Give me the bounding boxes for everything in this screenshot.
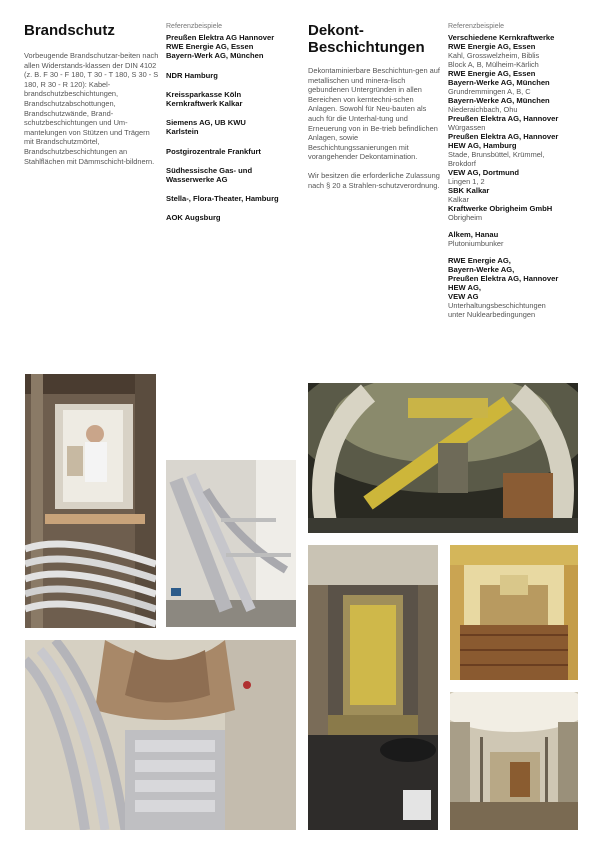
referenz-company: Bayern-Werke AG, München: [448, 96, 550, 105]
referenz-line: Preußen Elektra AG Hannover: [166, 33, 275, 42]
referenz-company: Preußen Elektra AG, Hannover: [448, 132, 559, 141]
dekont-paragraph-1: Dekontaminierbare Beschichtun-gen auf metallischen und minera-lisch gebundenen Untergründen in allen Bereichen von kerntechni-schen Anlagen. Sowohl für Neu-bauten als auch für die Unterhal-tung und Erneuerung von in Be-trieb befindlichen Anlagen, sowie Beschichtungssanierungen mit vorangehender Dekontamination.: [308, 66, 440, 162]
referenz-company: HEW AG,: [448, 283, 482, 292]
referenz-company: RWE Energie AG, Essen: [448, 69, 536, 78]
dekont-title-line2: Beschichtungen: [308, 39, 425, 56]
dekont-paragraph-2: Wir besitzen die erforderliche Zulassung nach § 20 a Strahlen-schutzverordnung.: [308, 170, 440, 190]
photo-round-chamber: [450, 692, 578, 830]
referenz-company: RWE Energie AG, Essen: [448, 42, 536, 51]
referenz-line: Bayern-Werk AG, München: [166, 51, 264, 61]
referenz-line: Karlstein: [166, 127, 199, 137]
brandschutz-text: Vorbeugende Brandschutzar-beiten nach allen Widerstands-klassen der DIN 4102 (z. B. F 30 - F 180, T 30 - T 180, S 30 - S 180, R 30 - R 120): Kabel-brandschutzbeschichtungen, Brandschutzabschottungen, Brandschutzwände, Brand-schutzbeschichtungen und Um-mantelungen von Stützen und Trägern mit Brandschutzmörtel, Brandschutzbeschichtungen an Stahlflächen mit Dämmschicht-bildnern.: [24, 51, 159, 166]
referenzen-label: Referenzbeispiele: [166, 23, 223, 30]
referenz-line: Wasserwerke AG: [166, 175, 228, 185]
referenzen-dekont: [448, 22, 598, 319]
referenz-company: Bayern-Werke AG,: [448, 265, 515, 274]
referenz-company: Bayern-Werke AG, München: [448, 78, 550, 87]
photo-cable-fire-barrier: [25, 640, 296, 830]
photo-cable-trays: [166, 460, 296, 627]
referenz-line: Postgirozentrale Frankfurt: [166, 146, 261, 156]
referenz-company: Alkem, Hanau: [448, 230, 499, 239]
referenz-site: Obrigheim: [448, 213, 483, 222]
referenz-line: Siemens AG, UB KWU: [166, 118, 246, 128]
referenz-company: Kraftwerke Obrigheim GmbH: [448, 204, 553, 213]
photo-reactor-containment: [308, 383, 578, 533]
referenzen-list: [166, 33, 306, 223]
referenzen-block-kernkraftwerke: [448, 33, 598, 222]
photo-reactor-hall: [308, 545, 438, 830]
photo-worker-in-shaft: [25, 374, 156, 628]
referenz-entry: [166, 147, 306, 156]
referenz-entry: [166, 213, 306, 222]
referenzen-block-unterhaltung: [448, 256, 598, 319]
referenz-entry: [166, 194, 306, 203]
dekont-section: [308, 22, 442, 199]
referenz-site: Brokdorf: [448, 159, 476, 168]
referenz-company: VEW AG, Dortmund: [448, 168, 520, 177]
referenz-line: Kreissparkasse Köln: [166, 89, 242, 99]
referenz-company: SBK Kalkar: [448, 186, 490, 195]
referenz-site: Kahl, Grosswelzheim, Biblis: [448, 51, 540, 60]
referenz-line: Südhessische Gas- und: [166, 165, 253, 175]
referenz-entry: [166, 71, 306, 80]
referenz-line: Stella-, Flora-Theater, Hamburg: [166, 194, 279, 204]
referenz-site: Niederaichbach, Ohu: [448, 105, 518, 114]
referenz-site: Lingen 1, 2: [448, 177, 485, 186]
brandschutz-title: Brandschutz: [24, 22, 115, 39]
referenz-company: VEW AG: [448, 292, 479, 301]
referenz-site: Grundremmingen A, B, C: [448, 87, 531, 96]
referenz-company: Preußen Elektra AG, Hannover: [448, 114, 559, 123]
photo-reactor-vessel-top: [450, 545, 578, 680]
dekont-title: [308, 22, 442, 56]
referenz-entry: [166, 33, 306, 61]
referenz-line: AOK Augsburg: [166, 213, 221, 223]
referenz-site: Block A, B, Mülheim-Kärlich: [448, 60, 539, 69]
referenz-company: RWE Energie AG,: [448, 256, 511, 265]
brandschutz-section: [24, 22, 159, 166]
dekont-title-line1: Dekont-: [308, 22, 364, 39]
referenz-site: unter Nuklearbedingungen: [448, 310, 536, 319]
referenz-company: Verschiedene Kernkraftwerke: [448, 33, 555, 42]
referenzen-label: Referenzbeispiele: [448, 23, 505, 30]
referenz-line: Kernkraftwerk Kalkar: [166, 99, 243, 109]
referenz-site: Würgassen: [448, 123, 486, 132]
referenzen-brandschutz: [166, 22, 306, 233]
referenz-entry: [166, 118, 306, 136]
referenz-line: NDR Hamburg: [166, 70, 218, 80]
referenz-line: RWE Energie AG, Essen: [166, 42, 254, 52]
referenz-site: Unterhaltungsbeschichtungen: [448, 301, 546, 310]
referenz-site: Stade, Brunsbüttel, Krümmel,: [448, 150, 545, 159]
referenz-company: HEW AG, Hamburg: [448, 141, 517, 150]
referenz-entry: [166, 166, 306, 184]
referenzen-block-alkem: [448, 230, 598, 248]
referenz-site: Kalkar: [448, 195, 469, 204]
referenz-site: Plutoniumbunker: [448, 239, 504, 248]
referenz-company: Preußen Elektra AG, Hannover: [448, 274, 559, 283]
referenz-entry: [166, 90, 306, 108]
dekont-text: [308, 66, 442, 190]
